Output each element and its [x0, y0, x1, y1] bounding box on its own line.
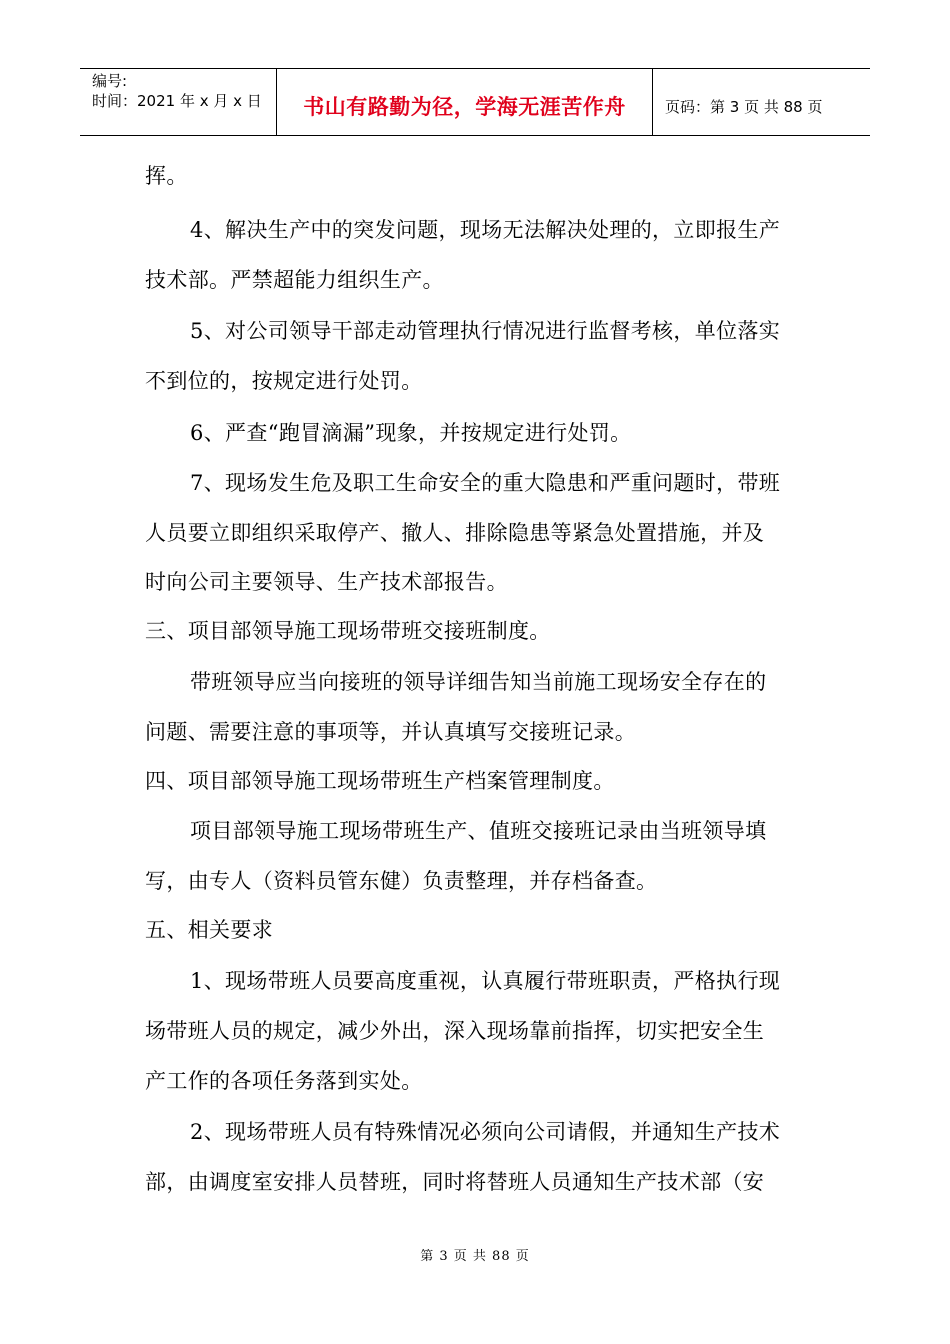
body-line: 7、现场发生危及职工生命安全的重大隐患和严重问题时，带班 [190, 471, 781, 495]
header-page-info [653, 69, 870, 135]
section-heading: 五、相关要求 [145, 918, 274, 942]
section-heading: 四、项目部领导施工现场带班生产档案管理制度。 [145, 769, 615, 793]
body-line: 1、现场带班人员要高度重视，认真履行带班职责，严格执行现 [190, 969, 781, 993]
page-footer: 第 3 页 共 88 页 [420, 1249, 530, 1264]
body-line: 带班领导应当向接班的领导详细告知当前施工现场安全存在的 [190, 670, 767, 694]
body-line: 6、严查“跑冒滴漏”现象，并按规定进行处罚。 [190, 421, 632, 445]
body-line: 5、对公司领导干部走动管理执行情况进行监督考核，单位落实 [190, 319, 781, 343]
header-meta [80, 69, 277, 135]
header-motto [277, 69, 653, 135]
body-line: 时向公司主要领导、生产技术部报告。 [145, 570, 508, 594]
body-line: 部，由调度室安排人员替班，同时将替班人员通知生产技术部（安 [145, 1170, 765, 1194]
document-number-label: 编号: [92, 72, 128, 90]
document-date: 时间：2021 年 x 月 x 日 [92, 92, 262, 110]
body-line: 4、解决生产中的突发问题，现场无法解决处理的，立即报生产 [190, 218, 781, 242]
page-header [80, 68, 870, 136]
motto-text: 书山有路勤为径，学海无涯苦作舟 [303, 95, 626, 119]
body-line: 挥。 [145, 164, 188, 188]
body-line: 人员要立即组织采取停产、撤人、排除隐患等紧急处置措施，并及 [145, 521, 765, 545]
body-line: 项目部领导施工现场带班生产、值班交接班记录由当班领导填 [190, 819, 767, 843]
body-line: 技术部。严禁超能力组织生产。 [145, 268, 444, 292]
body-line: 写，由专人（资料员管东健）负责整理，并存档备查。 [145, 869, 658, 893]
page-info-text: 页码：第 3 页 共 88 页 [665, 97, 823, 116]
body-line: 2、现场带班人员有特殊情况必须向公司请假，并通知生产技术 [190, 1120, 781, 1144]
body-line: 产工作的各项任务落到实处。 [145, 1069, 423, 1093]
body-line: 场带班人员的规定，减少外出，深入现场靠前指挥，切实把安全生 [145, 1019, 765, 1043]
section-heading: 三、项目部领导施工现场带班交接班制度。 [145, 619, 551, 643]
body-line: 问题、需要注意的事项等，并认真填写交接班记录。 [145, 720, 637, 744]
body-line: 不到位的，按规定进行处罚。 [145, 369, 423, 393]
